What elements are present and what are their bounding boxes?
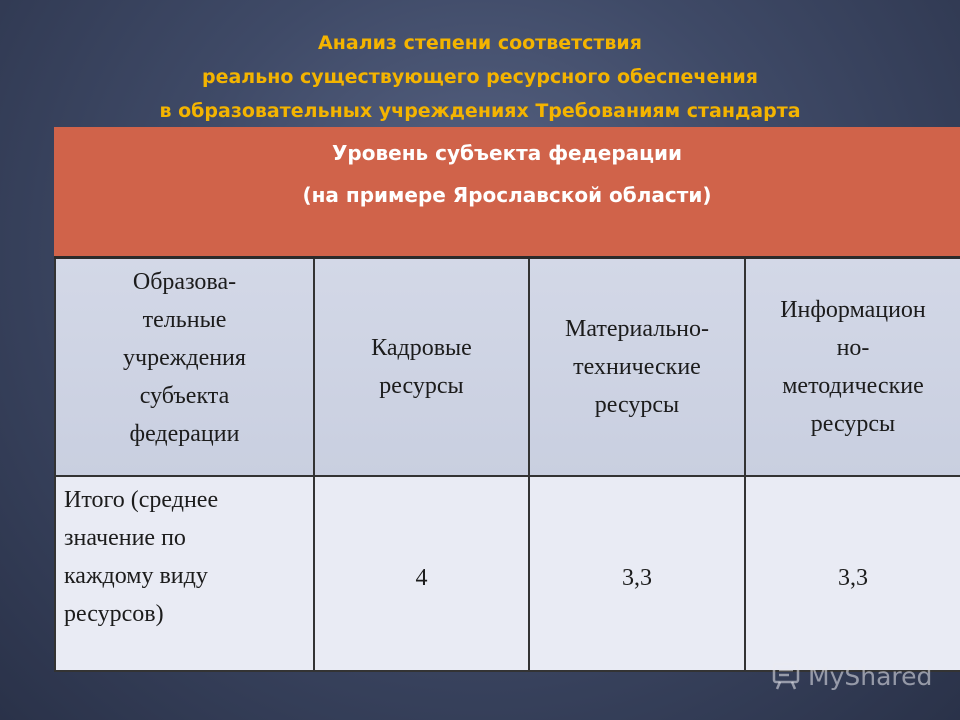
presentation-board-icon [770,660,802,692]
slide-title [0,26,960,128]
banner-line: (на примере Ярославской области) [302,183,712,207]
value-text: 4 [415,564,428,591]
row-label-line: значение по [64,525,186,551]
header-line: тельные [142,307,227,333]
header-line: методические [782,373,924,399]
table-banner [54,127,960,259]
row-label-line: ресурсов) [64,601,164,627]
title-line: Анализ степени соответствия [318,32,642,54]
header-line: технические [573,354,701,380]
header-cell-staff-resources [315,259,530,477]
header-line: но- [836,335,870,361]
header-line: Материально- [565,316,709,342]
value-text: 3,3 [838,564,868,591]
header-line: Кадровые [371,335,472,361]
watermark [770,656,932,696]
header-line: ресурсы [379,373,464,399]
title-line: реально существующего ресурсного обеспечения [201,66,759,88]
header-cell-info-resources [746,259,960,477]
header-line: федерации [129,421,240,447]
row-label-line: Итого (среднее [64,487,219,513]
header-cell-material-resources [530,259,746,477]
header-line: субъекта [139,383,230,409]
header-line: учреждения [123,345,246,371]
row-label-total [56,477,315,672]
header-line: Информацион [780,297,926,323]
header-line: Образова- [132,269,237,295]
table-grid [54,259,960,672]
value-info-resources [746,477,960,672]
resource-table [54,127,960,672]
header-line: ресурсы [594,392,680,418]
header-line: ресурсы [810,411,896,437]
watermark-text: MyShared [808,661,933,691]
value-material-resources [530,477,746,672]
title-line: в образовательных учреждениях Требованиям стандарта [159,100,801,122]
header-cell-institutions [56,259,315,477]
row-label-line: каждому виду [64,563,208,589]
value-staff-resources [315,477,530,672]
banner-line: Уровень субъекта федерации [332,141,682,165]
value-text: 3,3 [622,564,652,591]
